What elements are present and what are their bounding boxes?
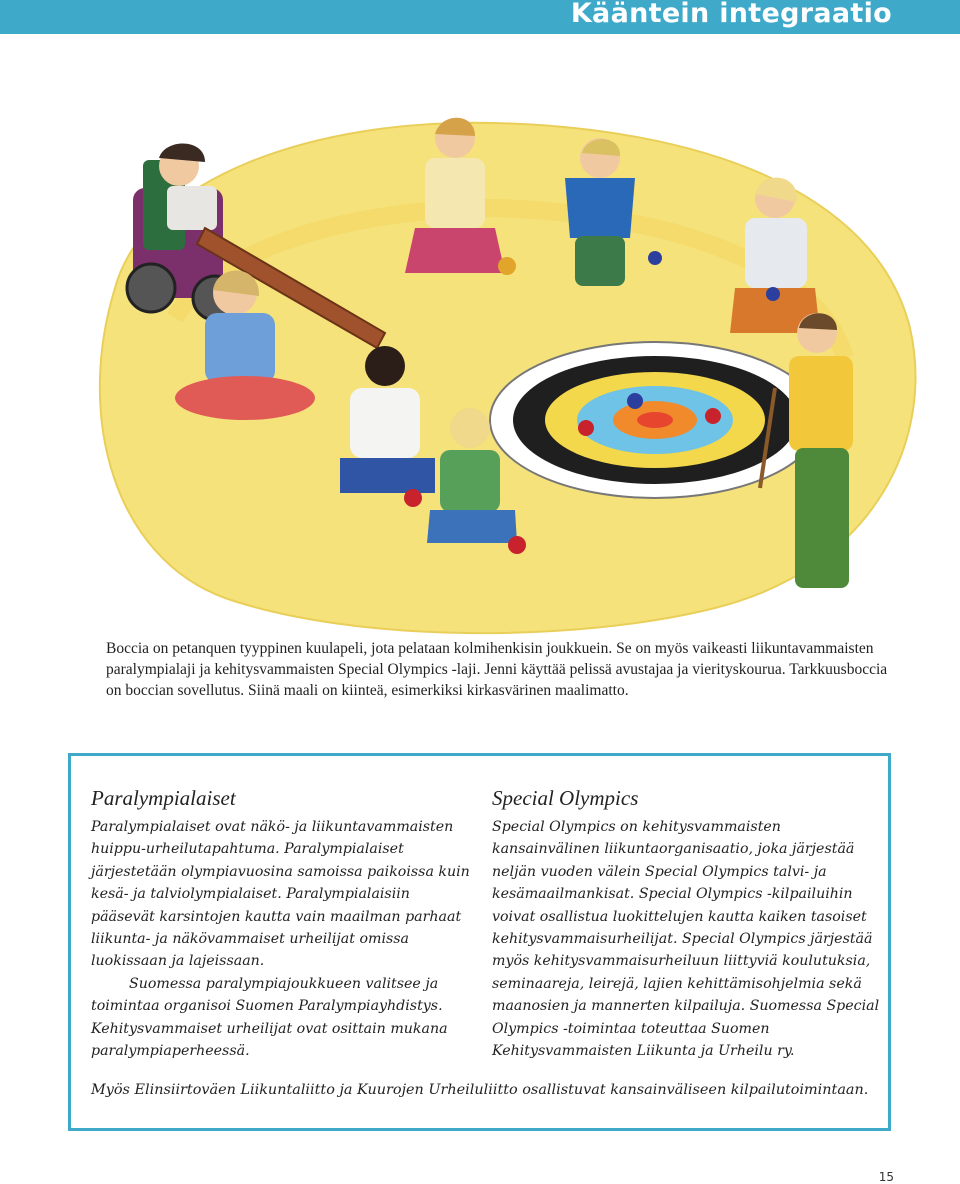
special-olympics-column bbox=[492, 786, 882, 1062]
paralympics-paragraph-2: Suomessa paralympiajoukkueen valitsee ja toimintaa organisoi Suomen Paralympiayhdistys. Kehitysvammaiset urheilijat ovat osittain mukana paralympiaperheessä. bbox=[91, 975, 448, 1060]
paralympics-heading: Paralympialaiset bbox=[91, 786, 236, 810]
paralympics-paragraph-1: Paralympialaiset ovat näkö- ja liikuntavammaisten huippu-urheilutapahtuma. Paralympialaiset järjestetään olympiavuosina samoissa paikoissa kuin kesä- ja talviolympialaiset. Paralympialaisiin pääsevät karsintojen kautta vain maailman parhaat liikunta- ja näkövammaiset urheilijat omissa luokissaan ja lajeissaan. bbox=[91, 819, 470, 970]
boccia-illustration bbox=[55, 98, 925, 638]
special-olympics-heading: Special Olympics bbox=[492, 786, 639, 810]
page-number: 15 bbox=[878, 1170, 894, 1184]
info-box bbox=[68, 753, 891, 1131]
special-olympics-paragraph-1: Special Olympics on kehitysvammaisten kansainvälinen liikuntaorganisaatio, joka järjestää neljän vuoden välein Special Olympics talvi- ja kesämaailmankisat. Special Olympics -kilpailuihin voivat osallistua luokittelujen kautta kaiken tasoiset kehitysvammaisurheilijat. Special Olympics järjestää myös kehitysvammaisurheiluun liittyviä koulutuksia, seminaareja, leirejä, lajien kehittämisohjelmia sekä maanosien ja mannerten kilpailuja. Suomessa Special Olympics -toimintaa toteuttaa Suomen Kehitysvammaisten Liikunta ja Urheilu ry. bbox=[492, 819, 880, 1060]
illustration-caption: Boccia on petanquen tyyppinen kuulapeli, jota pelataan kolmihenkisin joukkuein. Se on myös vaikeasti liikuntavammaisten paralympialaji ja kehitysvammaisten Special Olympics -laji. Jenni käyttää pelissä avustajaa ja vierityskourua. Tarkkuusboccia on boccian sovellutus. Siinä maali on kiinteä, esimerkiksi kirkasvärinen maalimatto. bbox=[106, 640, 888, 699]
box-footer-note: Myös Elinsiirtoväen Liikuntaliitto ja Kuurojen Urheiluliitto osallistuvat kansainväliseen kilpailutoimintaan. bbox=[91, 1082, 869, 1098]
page-header-title: Kääntein integraatio bbox=[570, 0, 892, 29]
paralympics-column bbox=[91, 786, 471, 1062]
header-bar bbox=[0, 0, 960, 34]
